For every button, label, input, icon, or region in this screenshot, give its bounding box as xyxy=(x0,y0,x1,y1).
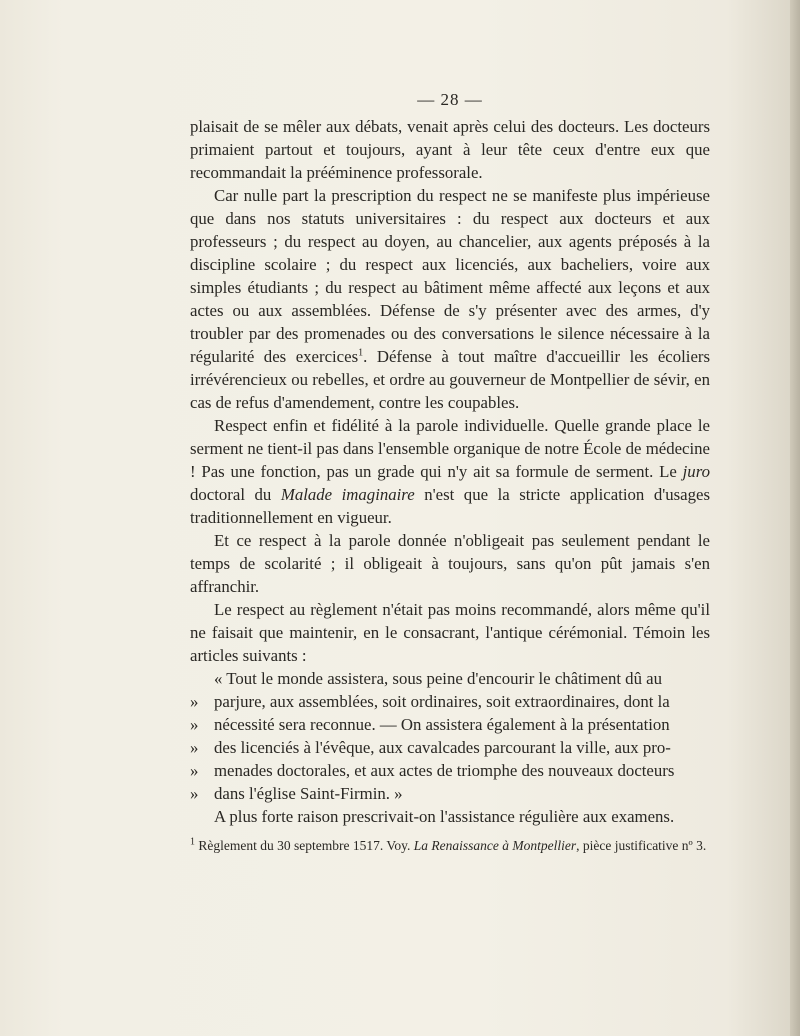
quote-line xyxy=(190,690,710,713)
paragraph-2-text-b: . Défense à tout maître d'accueillir les écoliers irrévérencieux ou rebelles, et ordre au gouverneur de Montpellier de sévir, en cas de refus d'amendement, contre les coupables. xyxy=(190,347,711,412)
quote-line xyxy=(190,713,710,736)
footnote xyxy=(190,836,710,856)
quote-line xyxy=(190,736,710,759)
footnote-text-a: Règlement du 30 septembre 1517. Voy. xyxy=(198,838,411,853)
paragraph-1: plaisait de se mêler aux débats, venait après celui des docteurs. Les docteurs primaient partout et toujours, ayant à leur tête ceux d'entre eux que recommandait la prééminence professorale. xyxy=(190,117,710,182)
paragraph-3-text-a: Respect enfin et fidélité à la parole individuelle. Quelle grande place le serment ne tient-il pas dans l'ensemble organique de notre École de médecine ! Pas une fonction, pas un grade qui n'y ait sa formule de serment. Le xyxy=(190,416,710,481)
paragraph-3-text-c: n'est que la stricte application d'usages traditionnellement en vigueur. xyxy=(190,485,710,527)
paragraph-5: Le respect au règlement n'était pas moins recommandé, alors même qu'il ne faisait que maintenir, en le consacrant, l'antique cérémonial. Témoin les articles suivants : xyxy=(190,600,710,665)
open-quote-mark: « xyxy=(214,669,223,688)
footnote-text-b: , pièce justificative nº 3. xyxy=(576,838,707,853)
quote-line-text: dans l'église Saint-Firmin. » xyxy=(214,784,403,803)
footnote-book-title: La Renaissance à Montpellier xyxy=(413,838,577,853)
paragraph-2-text-a: Car nulle part la prescription du respect ne se manifeste plus impérieuse que dans nos statuts universitaires : du respect aux docteurs et aux professeurs ; du respect au doyen, au chancelier, aux agents préposés à la discipline scolaire ; du respect aux licenciés, aux bacheliers, voire aux simples étudiants ; du respect au bâtiment même affecté aux leçons et aux actes ou aux assemblées. Défense de s'y présenter avec des armes, d'y troubler par des promenades ou des conversations le silence nécessaire à la régularité des exercices xyxy=(190,186,710,366)
continuation-quote-mark: » xyxy=(190,738,199,757)
footnote-mark: 1 xyxy=(190,836,195,848)
quote-line xyxy=(190,759,710,782)
continuation-quote-mark: » xyxy=(190,692,199,711)
juro-term: juro xyxy=(682,462,710,481)
quote-line-text: menades doctorales, et aux actes de triomphe des nouveaux docteurs xyxy=(214,761,675,780)
quote-line-text: nécessité sera reconnue. — On assistera également à la présentation xyxy=(214,715,670,734)
continuation-quote-mark: » xyxy=(190,784,199,803)
paragraph-3-text-b: doctoral du xyxy=(190,485,272,504)
continuation-quote-mark: » xyxy=(190,715,199,734)
quote-line-text: parjure, aux assemblées, soit ordinaires, soit extraordinaires, dont la xyxy=(214,692,670,711)
continuation-quote-mark: » xyxy=(190,761,199,780)
page-edge xyxy=(790,0,800,1036)
quote-line-text: des licenciés à l'évêque, aux cavalcades parcourant la ville, aux pro- xyxy=(214,738,671,757)
paragraph-4: Et ce respect à la parole donnée n'obligeait pas seulement pendant le temps de scolarité ; il obligeait à toujours, sans qu'on pût jamais s'en affranchir. xyxy=(190,531,710,596)
paragraph-6: A plus forte raison prescrivait-on l'assistance régulière aux examens. xyxy=(214,807,675,826)
malade-imaginaire-title: Malade imaginaire xyxy=(280,485,415,504)
page-text xyxy=(190,88,710,870)
page-number: — 28 — xyxy=(417,90,483,109)
paragraph-2 xyxy=(190,184,710,414)
quoted-articles xyxy=(190,667,710,805)
paragraph-3 xyxy=(190,414,710,529)
footnote-reference: 1 xyxy=(358,347,364,359)
quote-line-text: Tout le monde assistera, sous peine d'encourir le châtiment dû au xyxy=(226,669,663,688)
quote-line xyxy=(190,667,710,690)
quote-line xyxy=(190,782,710,805)
